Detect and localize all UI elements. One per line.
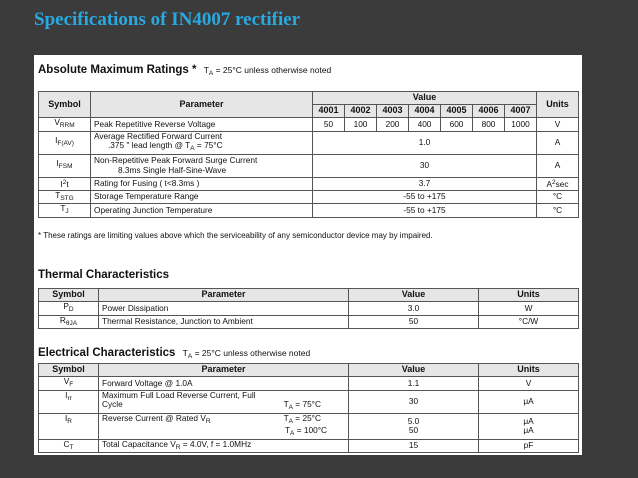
value-cell: 600 xyxy=(441,118,473,132)
parameter-cell: Reverse Current @ Rated $V_R$ $T_A = 25^\circ C$ $T_A = 100^\circ C$ xyxy=(99,413,349,439)
datasheet-image xyxy=(34,55,582,455)
symbol-cell: $T_{STG}$ xyxy=(39,190,91,204)
value-cell: 5.0 50 xyxy=(349,413,479,439)
amr-heading xyxy=(38,64,331,77)
electrical-header-row xyxy=(39,364,579,377)
parameter-cell: Storage Temperature Range xyxy=(91,190,313,204)
value-cell: 800 xyxy=(473,118,505,132)
unit-cell: °C/W xyxy=(479,315,579,329)
part-number: 4003 xyxy=(377,105,409,118)
value-cell: 50 xyxy=(349,315,479,329)
value-cell: 50 xyxy=(313,118,345,132)
table-row xyxy=(39,177,579,190)
col-header-value: Value xyxy=(349,364,479,377)
parameter-cell: Forward Voltage @ 1.0A xyxy=(99,377,349,391)
parameter-cell: Average Rectified Forward Current .375 " lead length @ $T_A = 75^\circ C$ xyxy=(91,131,313,154)
table-row xyxy=(39,154,579,177)
parameter-cell: Thermal Resistance, Junction to Ambient xyxy=(99,315,349,329)
value-cell: 400 xyxy=(409,118,441,132)
unit-cell: V xyxy=(537,118,579,132)
symbol-cell: $V_{RRM}$ xyxy=(39,118,91,132)
symbol-cell: $T_J$ xyxy=(39,204,91,218)
parameter-cell: Non-Repetitive Peak Forward Surge Current 8.3ms Single Half-Sine-Wave xyxy=(91,154,313,177)
parameter-cell: Rating for Fusing ( t<8.3ms ) xyxy=(91,177,313,190)
table-row xyxy=(39,377,579,391)
value-cell: 1.1 xyxy=(349,377,479,391)
unit-cell: °C xyxy=(537,204,579,218)
table-row xyxy=(39,315,579,329)
symbol-cell: $R_{\theta JA}$ xyxy=(39,315,99,329)
part-number: 4002 xyxy=(345,105,377,118)
part-number: 4001 xyxy=(313,105,345,118)
value-cell: 15 xyxy=(349,439,479,453)
value-cell: -55 to +175 xyxy=(313,204,537,218)
table-row xyxy=(39,413,579,439)
parameter-cell: Maximum Full Load Reverse Current, Full Cycle $T_A = 75^\circ C$ xyxy=(99,390,349,413)
value-cell: 3.7 xyxy=(313,177,537,190)
unit-cell: $A^2\sec$ xyxy=(537,177,579,190)
col-header-parameter: Parameter xyxy=(91,92,313,118)
col-header-symbol: Symbol xyxy=(39,289,99,302)
electrical-table xyxy=(38,363,579,453)
table-row xyxy=(39,118,579,132)
value-cell: 3.0 xyxy=(349,302,479,316)
col-header-value: Value xyxy=(313,92,537,105)
unit-cell: μA xyxy=(479,390,579,413)
unit-cell: A xyxy=(537,131,579,154)
amr-footnote: * These ratings are limiting values above which the serviceability of any semiconductor device may by impaired. xyxy=(38,231,433,240)
table-row xyxy=(39,439,579,453)
amr-header-row xyxy=(39,92,579,105)
value-cell: 30 xyxy=(313,154,537,177)
col-header-value: Value xyxy=(349,289,479,302)
slide-title: Specifications of IN4007 rectifier xyxy=(34,9,301,30)
symbol-cell: $I_{F(AV)}$ xyxy=(39,131,91,154)
thermal-heading: Thermal Characteristics xyxy=(38,269,170,281)
symbol-cell: $I_{FSM}$ xyxy=(39,154,91,177)
table-row xyxy=(39,390,579,413)
amr-star: * xyxy=(192,64,197,76)
symbol-cell: $P_D$ xyxy=(39,302,99,316)
parameter-cell: Peak Repetitive Reverse Voltage xyxy=(91,118,313,132)
col-header-units: Units xyxy=(479,289,579,302)
unit-cell: pF xyxy=(479,439,579,453)
thermal-header-row xyxy=(39,289,579,302)
col-header-units: Units xyxy=(537,92,579,118)
value-cell: 30 xyxy=(349,390,479,413)
col-header-parameter: Parameter xyxy=(99,364,349,377)
parameter-cell: Total Capacitance $V_R = 4.0V$, f = 1.0MHz xyxy=(99,439,349,453)
unit-cell: μA μA xyxy=(479,413,579,439)
electrical-condition: $T_A = 25^\circ C$ unless otherwise noted xyxy=(182,348,311,360)
parameter-cell: Power Dissipation xyxy=(99,302,349,316)
amr-table xyxy=(38,91,579,218)
part-number: 4005 xyxy=(441,105,473,118)
col-header-symbol: Symbol xyxy=(39,364,99,377)
unit-cell: °C xyxy=(537,190,579,204)
table-row xyxy=(39,190,579,204)
col-header-parameter: Parameter xyxy=(99,289,349,302)
symbol-cell: $I^2t$ xyxy=(39,177,91,190)
value-cell: 200 xyxy=(377,118,409,132)
table-row xyxy=(39,302,579,316)
part-number: 4006 xyxy=(473,105,505,118)
table-row xyxy=(39,204,579,218)
symbol-cell: $I_R$ xyxy=(39,413,99,439)
symbol-cell: $I_{rr}$ xyxy=(39,390,99,413)
table-row xyxy=(39,131,579,154)
symbol-cell: $C_T$ xyxy=(39,439,99,453)
value-cell: -55 to +175 xyxy=(313,190,537,204)
electrical-heading xyxy=(38,347,310,360)
electrical-title: Electrical Characteristics xyxy=(38,347,176,359)
amr-title: Absolute Maximum Ratings xyxy=(38,64,189,76)
value-cell: 1.0 xyxy=(313,131,537,154)
col-header-symbol: Symbol xyxy=(39,92,91,118)
col-header-units: Units xyxy=(479,364,579,377)
parameter-cell: Operating Junction Temperature xyxy=(91,204,313,218)
part-number: 4004 xyxy=(409,105,441,118)
value-cell: 100 xyxy=(345,118,377,132)
unit-cell: V xyxy=(479,377,579,391)
value-cell: 1000 xyxy=(505,118,537,132)
unit-cell: A xyxy=(537,154,579,177)
amr-condition: $T_A = 25^\circ C$ unless otherwise noted xyxy=(203,65,332,77)
thermal-table xyxy=(38,288,579,329)
part-number: 4007 xyxy=(505,105,537,118)
unit-cell: W xyxy=(479,302,579,316)
symbol-cell: $V_F$ xyxy=(39,377,99,391)
